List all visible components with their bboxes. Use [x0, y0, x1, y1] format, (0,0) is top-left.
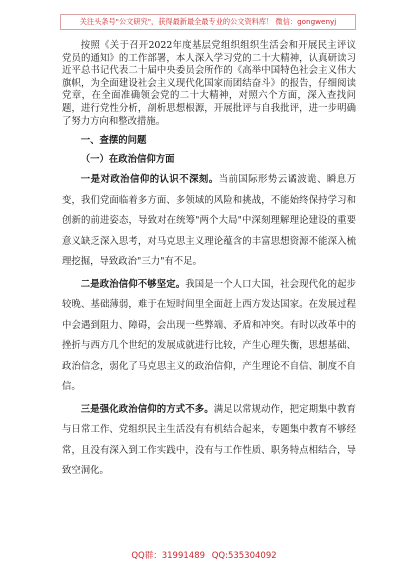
paragraph-1-lead: 一是对政治信仰的认识不深刻。	[80, 174, 219, 186]
footer-qq: QQ:535304092	[211, 551, 277, 561]
paragraph-2	[62, 275, 356, 398]
footer-contact	[0, 549, 408, 561]
intro-paragraph: 按照《关于召开2022年度基层党组织组织生活会和开展民主评议党员的通知》的工作部署，本人深入学习党的二十大精神，认真研读习近平总书记代表二十届中央委员会所作的《高举中国特色社会主义伟大旗帜，为全面建设社会主义现代化国家而团结奋斗》的报告，仔细阅读党章，在全面准确领会党的二十大精神，对照六个方面，深入查找问题，进行党性分析，剖析思想根源，开展批评与自我批评，进一步明确了努力方向和整改措施。	[62, 40, 356, 127]
footer-qq-group: QQ群：31991489	[131, 551, 206, 561]
paragraph-1-body: 当前国际形势云谲波诡、瞬息万变，我们党面临着多方面、多领域的风险和挑战，不能始终保持学习和创新的前进姿态，导致对在统筹"两个大局"中深刻理解理论建设的重要意义缺乏深入思考，对马克思主义理论蕴含的丰富思想资源不能深入梳理挖掘，导致政治"三力"有不足。	[62, 174, 356, 268]
paragraph-3-body: 满足以常规动作，把定期集中教育与日常工作、党组织民主生活没有有机结合起来，专题集中教育不够经常，且没有深入到工作实践中，没有与工作性质、职务特点相结合，导致空洞化。	[62, 403, 356, 477]
section-heading: 一、查摆的问题	[80, 135, 147, 147]
paragraph-1	[62, 170, 356, 273]
document-body	[62, 40, 356, 484]
subsection-heading: （一）在政治信仰方面	[80, 154, 175, 166]
paragraph-3	[62, 400, 356, 482]
header-banner: 关注头条号"公文研究"，获得最新最全最专业的公文资料库！ 微信：gongwenyj	[60, 14, 356, 30]
paragraph-3-lead: 三是强化政治信仰的方式不多。	[80, 403, 214, 415]
paragraph-2-lead: 二是政治信仰不够坚定。	[80, 278, 186, 290]
paragraph-2-body: 我国是一个人口大国，社会现代化的起步较晚、基础薄弱，难于在短时间里全面赶上西方发达国家。在发展过程中会遇到阻力、障碍，会出现一些弊端、矛盾和冲突。有时以改革中的挫折与西方几个世纪的发展成就进行比较，产生心理失衡，思想基础、政治信念，弱化了马克思主义的政治信仰，产生理论不自信、制度不自信。	[62, 278, 356, 393]
